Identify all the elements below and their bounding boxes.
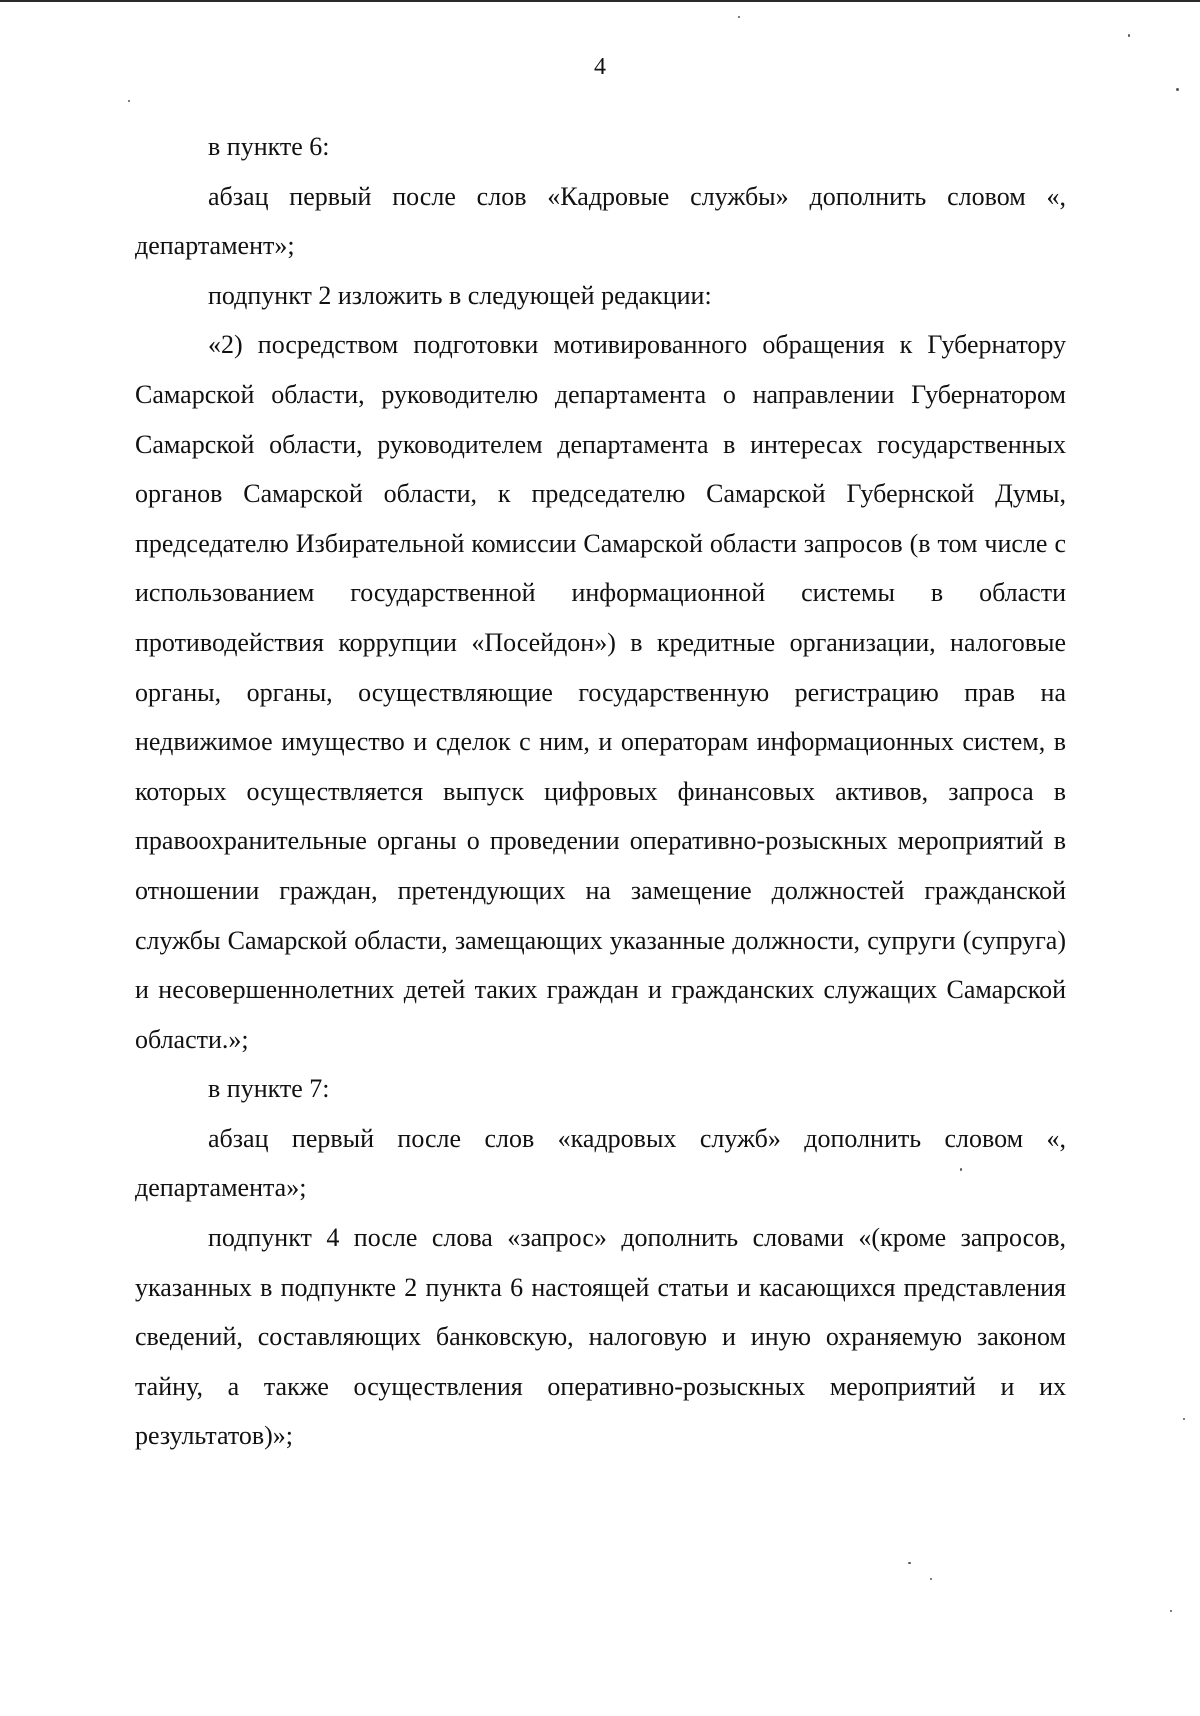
scan-speck xyxy=(1176,88,1179,91)
scan-speck xyxy=(738,16,740,18)
paragraph-subitem-4-text: подпункт 4 после слова «запрос» дополнить словами «(кроме запросов, указанных в подпункте 2 пункта 6 настоящей статьи и касающихся представления сведений, составляющих банковскую, налоговую и иную охраняемую законом тайну, а также осуществления оперативно-розыскных мероприятий и их результатов)»; xyxy=(135,1223,1066,1451)
scan-speck xyxy=(1128,34,1130,37)
scan-top-edge xyxy=(0,0,1200,2)
scan-speck xyxy=(908,1562,911,1564)
page-number: 4 xyxy=(594,54,606,80)
scan-speck xyxy=(960,1168,962,1171)
paragraph-subitem-2-text: «2) посредством подготовки мотивированного обращения к Губернатору Самарской области, руководителю департамента о направлении Губернатором Самарской области, руководителем департамента в интересах государственных органов Самарской области, к председателю Самарской Губернской Думы, председателю Избирательной комиссии Самарской области запросов (в том числе с использованием государственной информационной системы в области противодействия коррупции «Посейдон») в кредитные организации, налоговые органы, органы, осуществляющие государственную регистрацию прав на недвижимое имущество и сделок с ним, и операторам информационных систем, в которых осуществляется выпуск цифровых финансовых активов, запроса в правоохранительные органы о проведении оперативно-розыскных мероприятий в отношении граждан, претендующих на замещение должностей гражданской службы Самарской области, замещающих указанные должности, супруги (супруга) и несовершеннолетних детей таких граждан и гражданских служащих Самарской области.»; xyxy=(135,330,1066,1054)
paragraph-subitem-2-intro: подпункт 2 изложить в следующей редакции: xyxy=(208,280,712,310)
scan-speck xyxy=(930,1578,932,1580)
document-body xyxy=(135,122,1066,1461)
paragraph-item-6-first-abzac: абзац первый после слов «Кадровые службы» дополнить словом «, департамент»; xyxy=(135,181,1066,261)
paragraph-item-7-header: в пункте 7: xyxy=(208,1074,330,1104)
scan-speck xyxy=(1170,1610,1172,1612)
scan-speck xyxy=(128,100,130,102)
paragraph-item-7-first-abzac: абзац первый после слов «кадровых служб» дополнить словом «, департамента»; xyxy=(135,1123,1066,1203)
paragraph-item-6-header: в пункте 6: xyxy=(208,132,330,161)
scan-speck xyxy=(1183,1418,1185,1420)
